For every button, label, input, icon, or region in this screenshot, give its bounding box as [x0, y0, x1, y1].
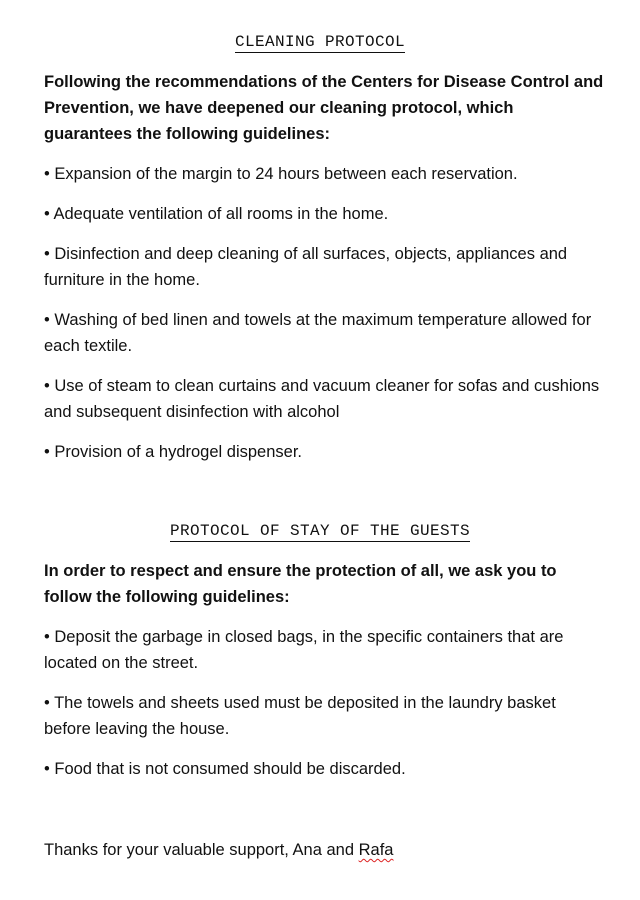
cleaning-bullet: • Disinfection and deep cleaning of all surfaces, objects, appliances and furniture in the home.	[44, 245, 568, 289]
cleaning-bullet: • Expansion of the margin to 24 hours between each reservation.	[44, 165, 518, 183]
guest-bullet: • Deposit the garbage in closed bags, in the specific containers that are located on the street.	[44, 628, 564, 672]
cleaning-bullet: • Provision of a hydrogel dispenser.	[44, 443, 303, 461]
cleaning-bullet: • Use of steam to clean curtains and vacuum cleaner for sofas and cushions and subsequent disinfection with alcohol	[44, 377, 600, 421]
cleaning-intro: Following the recommendations of the Centers for Disease Control and Prevention, we have deepened our cleaning protocol, which guarantees the following guidelines:	[44, 73, 604, 143]
cleaning-bullet: • Washing of bed linen and towels at the maximum temperature allowed for each textile.	[44, 311, 592, 355]
closing-text: Thanks for your valuable support, Ana and	[44, 841, 359, 859]
guest-bullet: • The towels and sheets used must be deposited in the laundry basket before leaving the house.	[44, 694, 556, 738]
cleaning-protocol-title: CLEANING PROTOCOL	[234, 33, 406, 51]
guest-intro: In order to respect and ensure the protection of all, we ask you to follow the following guidelines:	[44, 562, 557, 606]
guest-protocol-title: PROTOCOL OF STAY OF THE GUESTS	[169, 522, 471, 540]
closing-line	[44, 837, 604, 863]
guest-bullet: • Food that is not consumed should be discarded.	[44, 760, 406, 778]
signature-name: Rafa	[358, 841, 394, 859]
cleaning-bullet: • Adequate ventilation of all rooms in the home.	[44, 205, 389, 223]
